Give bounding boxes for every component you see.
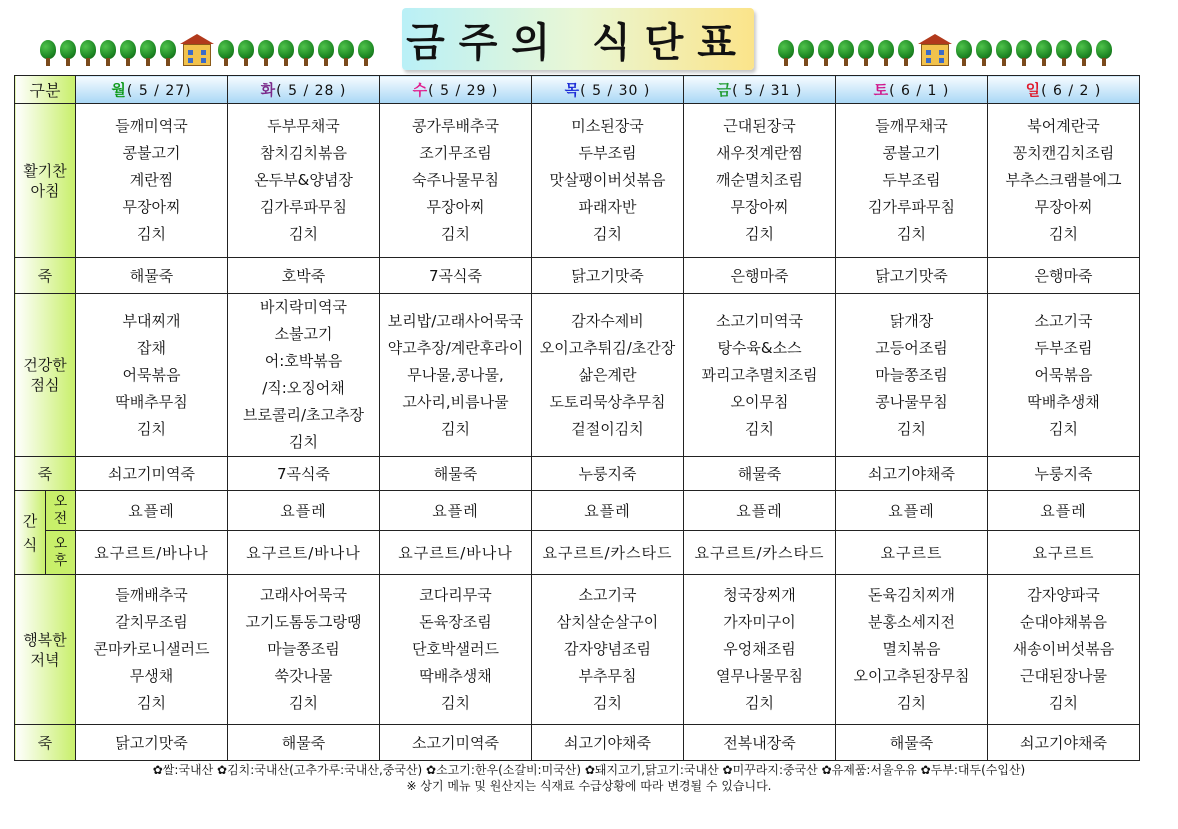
tree-icon <box>258 40 274 66</box>
day-name: 금 <box>716 81 733 99</box>
lunch-porridge-row <box>15 457 1140 491</box>
category-snack: 간 식 <box>15 491 46 575</box>
dish-item: 도토리묵상추무침 <box>549 392 666 411</box>
dish-item: 맛살팽이버섯볶음 <box>549 171 666 189</box>
dish-item: 부대찌개 <box>122 311 181 330</box>
porridge-cell: 호박죽 <box>228 258 380 294</box>
snack-cell: 요구르트 <box>836 531 988 575</box>
dish-item: 가자미구이 <box>723 613 796 631</box>
day-name: 일 <box>1025 81 1042 99</box>
dish-item: 무생채 <box>129 667 174 685</box>
porridge-cell: 닭고기맛죽 <box>532 258 684 294</box>
dish-item: 두부무채국 <box>267 117 340 135</box>
tree-icon <box>40 40 56 66</box>
page-title: 금주의 식단표 <box>402 8 754 70</box>
dish-item: 소고기국 <box>578 586 637 604</box>
meal-cell <box>836 294 988 457</box>
dish-item: 숙주나물무침 <box>412 171 499 189</box>
dish-item: 무장아찌 <box>426 198 485 216</box>
dish-item: 고사리,비름나물 <box>402 392 509 411</box>
tree-icon <box>60 40 76 66</box>
porridge-cell: 은행마죽 <box>988 258 1140 294</box>
dish-item: 마늘쫑조림 <box>267 640 340 658</box>
day-header-wed <box>380 76 532 104</box>
day-date: ( 5 / 31 ) <box>732 83 803 99</box>
dish-item: 겉절이김치 <box>571 419 644 438</box>
snack-cell: 요구르트/카스타드 <box>532 531 684 575</box>
day-name: 화 <box>260 81 277 99</box>
dish-item: 딱배추무침 <box>115 392 188 411</box>
tree-icon <box>838 40 854 66</box>
day-date: ( 5 / 29 ) <box>428 83 499 99</box>
tree-icon <box>898 40 914 66</box>
dish-item: 딱배추생채 <box>419 667 492 685</box>
tree-icon <box>976 40 992 66</box>
snack-cell: 요구르트/바나나 <box>76 531 228 575</box>
porridge-cell: 소고기미역죽 <box>380 725 532 761</box>
dish-item: 부추무침 <box>578 667 637 685</box>
category-snack-pm: 오 후 <box>46 531 76 575</box>
dish-item: 삼치살순살구이 <box>556 613 659 631</box>
meal-cell <box>988 575 1140 725</box>
snack-cell: 요플레 <box>532 491 684 531</box>
tree-icon <box>338 40 354 66</box>
snack-cell: 요플레 <box>836 491 988 531</box>
meal-cell <box>684 575 836 725</box>
dish-item: 무장아찌 <box>1034 198 1093 216</box>
porridge-cell: 쇠고기야채죽 <box>836 457 988 491</box>
meal-cell <box>380 104 532 258</box>
day-name: 수 <box>412 81 429 99</box>
dish-item: 소불고기 <box>274 325 333 343</box>
dish-item: 김치 <box>1049 694 1078 712</box>
category-porridge: 죽 <box>15 725 76 761</box>
porridge-cell: 해물죽 <box>76 258 228 294</box>
tree-icon <box>1016 40 1032 66</box>
dish-item: 조기무조림 <box>419 144 492 162</box>
dish-item: 깨순멸치조림 <box>716 171 803 189</box>
meal-cell <box>532 294 684 457</box>
dish-item: 갈치무조림 <box>115 613 188 631</box>
breakfast-porridge-row <box>15 258 1140 294</box>
tree-icon <box>1096 40 1112 66</box>
meal-cell <box>380 294 532 457</box>
porridge-cell: 누룽지죽 <box>532 457 684 491</box>
snack-cell: 요플레 <box>228 491 380 531</box>
dish-item: 김치 <box>289 433 318 451</box>
meal-cell <box>532 104 684 258</box>
tree-icon <box>956 40 972 66</box>
tree-icon <box>818 40 834 66</box>
day-header-tue <box>228 76 380 104</box>
meal-cell <box>76 294 228 457</box>
snack-cell: 요플레 <box>380 491 532 531</box>
dish-item: 오이고추튀김/초간장 <box>539 338 676 357</box>
dish-item: 김치 <box>441 419 470 438</box>
dish-item: 부추스크램블에그 <box>1005 171 1122 189</box>
tree-icon <box>100 40 116 66</box>
dish-item: 감자수제비 <box>571 311 644 330</box>
porridge-cell: 은행마죽 <box>684 258 836 294</box>
dish-item: 약고추장/계란후라이 <box>387 338 524 357</box>
porridge-cell: 해물죽 <box>380 457 532 491</box>
tree-icon <box>1076 40 1092 66</box>
dish-item: 순대야채볶음 <box>1020 613 1107 631</box>
dish-item: 닭개장 <box>889 311 934 330</box>
meal-cell <box>380 575 532 725</box>
day-name: 토 <box>873 81 890 99</box>
tree-icon <box>878 40 894 66</box>
category-porridge: 죽 <box>15 258 76 294</box>
day-date: ( 5 / 30 ) <box>580 83 651 99</box>
house-icon <box>180 34 214 66</box>
meal-cell <box>836 575 988 725</box>
dish-item: 콘마카로니샐러드 <box>93 640 210 658</box>
dish-item: 콩불고기 <box>122 144 181 162</box>
weekly-menu-table <box>14 75 1140 761</box>
dish-item: 미소된장국 <box>571 117 644 135</box>
dish-item: 무나물,콩나물, <box>407 365 504 384</box>
day-name: 월 <box>111 81 127 99</box>
porridge-cell: 닭고기맛죽 <box>76 725 228 761</box>
snack-am-row <box>15 491 1140 531</box>
dish-item: 분홍소세지전 <box>868 613 955 631</box>
porridge-cell: 해물죽 <box>684 457 836 491</box>
left-decoration <box>40 34 374 66</box>
tree-icon <box>798 40 814 66</box>
dish-item: 근대된장국 <box>723 117 796 135</box>
snack-cell: 요구르트/바나나 <box>380 531 532 575</box>
header-row <box>15 76 1140 104</box>
day-date: ( 6 / 2 ) <box>1041 83 1102 99</box>
dish-item: 어:호박볶음 <box>264 352 343 370</box>
tree-icon <box>120 40 136 66</box>
porridge-cell: 누룽지죽 <box>988 457 1140 491</box>
dish-item: 무장아찌 <box>730 198 789 216</box>
tree-icon <box>160 40 176 66</box>
snack-cell: 요구르트/카스타드 <box>684 531 836 575</box>
tree-icon <box>218 40 234 66</box>
tree-icon <box>140 40 156 66</box>
porridge-cell: 쇠고기야채죽 <box>532 725 684 761</box>
dish-item: 돈육김치찌개 <box>868 586 955 604</box>
day-header-fri <box>684 76 836 104</box>
dinner-row <box>15 575 1140 725</box>
meal-cell <box>988 104 1140 258</box>
meal-cell <box>228 575 380 725</box>
dish-item: 근대된장나물 <box>1020 667 1107 685</box>
snack-cell: 요구르트/바나나 <box>228 531 380 575</box>
day-date: ( 5 / 28 ) <box>276 83 347 99</box>
dish-item: 두부조림 <box>1034 338 1093 357</box>
dish-item: 두부조림 <box>578 144 637 162</box>
dish-item: 콩불고기 <box>882 144 941 162</box>
day-name: 목 <box>564 81 581 99</box>
porridge-cell: 닭고기맛죽 <box>836 258 988 294</box>
meal-cell <box>684 104 836 258</box>
dish-item: 김치 <box>289 694 318 712</box>
dish-item: 소고기국 <box>1034 311 1093 330</box>
day-header-sat <box>836 76 988 104</box>
tree-icon <box>278 40 294 66</box>
dish-item: 김치 <box>745 694 774 712</box>
dish-item: 두부조림 <box>882 171 941 189</box>
dish-item: 브로콜리/초고추장 <box>243 406 364 424</box>
dish-item: 김치 <box>593 694 622 712</box>
dish-item: 쑥갓나물 <box>274 667 333 685</box>
dish-item: 콩가루배추국 <box>412 117 499 135</box>
tree-icon <box>238 40 254 66</box>
dish-item: 우엉채조림 <box>723 640 796 658</box>
category-dinner: 행복한 저녁 <box>15 575 76 725</box>
snack-cell: 요플레 <box>76 491 228 531</box>
dish-item: 멸치볶음 <box>882 640 941 658</box>
porridge-cell: 해물죽 <box>228 725 380 761</box>
porridge-cell: 쇠고기야채죽 <box>988 725 1140 761</box>
dish-item: 무장아찌 <box>122 198 181 216</box>
dish-item: 고기도톰동그랑땡 <box>245 613 362 631</box>
meal-cell <box>228 294 380 457</box>
dish-item: 김치 <box>593 225 622 243</box>
meal-cell <box>684 294 836 457</box>
dish-item: 청국장찌개 <box>723 586 796 604</box>
dish-item: 김치 <box>1049 225 1078 243</box>
dish-item: 탕수육&소스 <box>717 338 802 357</box>
category-porridge: 죽 <box>15 457 76 491</box>
dish-item: 김치 <box>137 225 166 243</box>
meal-cell <box>228 104 380 258</box>
dish-item: 들깨무채국 <box>875 117 948 135</box>
change-notice: ※ 상기 메뉴 및 원산지는 식재료 수급상황에 따라 변경될 수 있습니다. <box>406 779 772 793</box>
dish-item: 오이고추된장무침 <box>853 667 970 685</box>
dish-item: /직:오징어채 <box>262 379 345 397</box>
dish-item: 김치 <box>289 225 318 243</box>
dish-item: 코다리무국 <box>419 586 492 604</box>
category-lunch: 건강한 점심 <box>15 294 76 457</box>
day-date: ( 5 / 27) <box>126 83 192 99</box>
dish-item: 마늘쫑조림 <box>875 365 948 384</box>
dish-item: 계란찜 <box>129 171 174 189</box>
day-header-sun <box>988 76 1140 104</box>
dish-item: 김치 <box>897 225 926 243</box>
day-date: ( 6 / 1 ) <box>889 83 950 99</box>
tree-icon <box>318 40 334 66</box>
meal-cell <box>76 575 228 725</box>
dish-item: 단호박샐러드 <box>412 640 499 658</box>
dish-item: 김치 <box>441 225 470 243</box>
dish-item: 콩나물무침 <box>875 392 948 411</box>
dinner-porridge-row <box>15 725 1140 761</box>
dish-item: 잡채 <box>137 338 166 357</box>
day-header-thu <box>532 76 684 104</box>
house-icon <box>918 34 952 66</box>
dish-item: 감자양파국 <box>1027 586 1100 604</box>
dish-item: 소고기미역국 <box>716 311 803 330</box>
dish-item: 파래자반 <box>578 198 637 216</box>
snack-cell: 요플레 <box>988 491 1140 531</box>
dish-item: 김치 <box>745 225 774 243</box>
tree-icon <box>858 40 874 66</box>
dish-item: 오이무침 <box>730 392 789 411</box>
dish-item: 새우젓계란찜 <box>716 144 803 162</box>
dish-item: 바지락미역국 <box>260 298 347 316</box>
dish-item: 어묵볶음 <box>122 365 181 384</box>
origin-note: ✿쌀:국내산 ✿김치:국내산(고추가루:국내산,중국산) ✿소고기:한우(소갈비:미국산) ✿돼지고기,닭고기:국내산 ✿미꾸라지:중국산 ✿유제품:서울우유 ✿두부:대두(수입산) <box>152 763 1026 777</box>
dish-item: 들깨배추국 <box>115 586 188 604</box>
lunch-row <box>15 294 1140 457</box>
category-snack-am: 오 전 <box>46 491 76 531</box>
snack-cell: 요플레 <box>684 491 836 531</box>
tree-icon <box>358 40 374 66</box>
dish-item: 삶은계란 <box>578 365 637 384</box>
tree-icon <box>1036 40 1052 66</box>
dish-item: 들깨미역국 <box>115 117 188 135</box>
tree-icon <box>1056 40 1072 66</box>
dish-item: 김치 <box>1049 419 1078 438</box>
porridge-cell: 7곡식죽 <box>380 258 532 294</box>
dish-item: 돈육장조림 <box>419 613 492 631</box>
dish-item: 김가루파무침 <box>868 198 955 216</box>
dish-item: 북어계란국 <box>1027 117 1100 135</box>
dish-item: 꽁치캔김치조림 <box>1012 144 1115 162</box>
dish-item: 김치 <box>897 694 926 712</box>
tree-icon <box>298 40 314 66</box>
meal-cell <box>988 294 1140 457</box>
dish-item: 김치 <box>897 419 926 438</box>
dish-item: 어묵볶음 <box>1034 365 1093 384</box>
dish-item: 김치 <box>137 694 166 712</box>
meal-cell <box>76 104 228 258</box>
tree-icon <box>80 40 96 66</box>
dish-item: 김가루파무침 <box>260 198 347 216</box>
porridge-cell: 쇠고기미역죽 <box>76 457 228 491</box>
tree-icon <box>996 40 1012 66</box>
breakfast-row <box>15 104 1140 258</box>
dish-item: 고등어조림 <box>875 338 948 357</box>
dish-item: 새송이버섯볶음 <box>1012 640 1115 658</box>
dish-item: 보리밥/고래사어묵국 <box>387 311 524 330</box>
snack-cell: 요구르트 <box>988 531 1140 575</box>
tree-icon <box>778 40 794 66</box>
dish-item: 딱배추생채 <box>1027 392 1100 411</box>
snack-pm-row <box>15 531 1140 575</box>
meal-cell <box>836 104 988 258</box>
porridge-cell: 해물죽 <box>836 725 988 761</box>
porridge-cell: 전복내장죽 <box>684 725 836 761</box>
dish-item: 열무나물무침 <box>716 667 803 685</box>
porridge-cell: 7곡식죽 <box>228 457 380 491</box>
dish-item: 고래사어묵국 <box>260 586 347 604</box>
category-breakfast: 활기찬 아침 <box>15 104 76 258</box>
dish-item: 감자양념조림 <box>564 640 651 658</box>
right-decoration <box>778 34 1112 66</box>
dish-item: 김치 <box>441 694 470 712</box>
day-header-mon <box>76 76 228 104</box>
dish-item: 김치 <box>137 419 166 438</box>
dish-item: 온두부&양념장 <box>254 171 353 189</box>
dish-item: 꽈리고추멸치조림 <box>701 365 818 384</box>
dish-item: 참치김치볶음 <box>260 144 347 162</box>
dish-item: 김치 <box>745 419 774 438</box>
meal-cell <box>532 575 684 725</box>
category-header: 구분 <box>15 76 76 104</box>
